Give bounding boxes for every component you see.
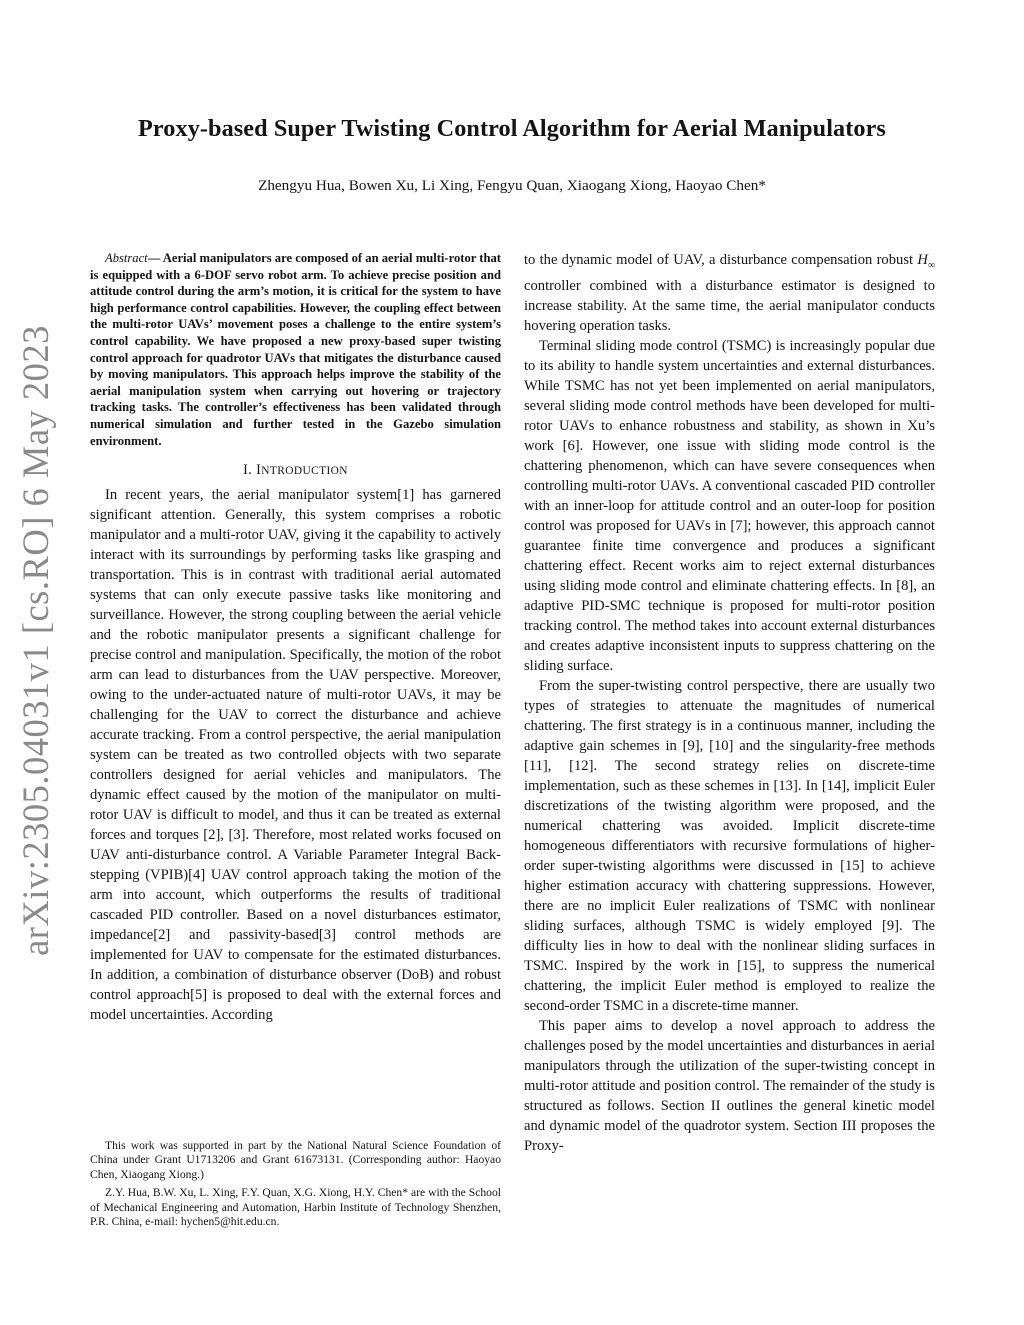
paragraph-paper-aim: This paper aims to develop a novel approach to address the challenges posed by the model uncertainties and disturbances in aerial manipulators through the utilization of the super-twisting concept in multi-rotor attitude and position control. The remainder of the study is structured as follows. Section II outlines the general kinetic model and dynamic model of the quadrotor system. Section III proposes the Proxy- (524, 1017, 935, 1154)
section-title-rest: NTRODUCTION (261, 465, 348, 478)
h-infinity-subscript: ∞ (927, 259, 935, 271)
footnotes (90, 1139, 501, 1233)
h-infinity-symbol (917, 252, 935, 271)
abstract-label: Abstract (105, 251, 148, 265)
section-title-initial: I (256, 462, 262, 479)
section-number: I. (243, 462, 257, 479)
footnote-affiliation: Z.Y. Hua, B.W. Xu, L. Xing, F.Y. Quan, X.G. Xiong, H.Y. Chen* are with the School of Mechanical Engineering and Automation, Harbin Institute of Technology Shenzhen, P.R. China, e-mail: hychen5@hit.edu.cn. (90, 1186, 501, 1229)
abstract-dash: — (147, 251, 163, 265)
abstract (90, 250, 501, 449)
left-column (90, 250, 501, 1025)
author-list: Zhengyu Hua, Bowen Xu, Li Xing, Fengyu Quan, Xiaogang Xiong, Haoyao Chen* (258, 177, 766, 194)
paragraph-tsmc: Terminal sliding mode control (TSMC) is increasingly popular due to its ability to handle system uncertainties and external disturbances. While TSMC has not yet been implemented on aerial manipulators, several sliding mode control methods have been developed for multi-rotor UAVs to enhance robustness and stability, as shown in Xu’s work [6]. However, one issue with sliding mode control is the chattering phenomenon, which can have severe consequences when controlling multi-rotor UAVs. A conventional cascaded PID controller with an inner-loop for attitude control and an outer-loop for position control was proposed for UAVs in [7]; however, this approach cannot guarantee finite time convergence and produces a significant chattering effect. Recent works aim to reject external disturbances using sliding mode control and eliminate chattering effects. In [8], an adaptive PID-SMC technique is proposed for multi-rotor position tracking control. The method takes into account external disturbances and creates adaptive inconsistent inputs to suppress chattering on the sliding surface. (524, 337, 935, 674)
arxiv-id-text: arXiv:2305.04031v1 [cs.RO] 6 May 2023 (14, 325, 56, 956)
paragraph-super-twisting: From the super-twisting control perspective, there are usually two types of strategies to attenuate the magnitudes of numerical chattering. The first strategy is in a continuous manner, including the adaptive gain schemes in [9], [10] and the singularity-free methods [11], [12]. The second strategy relies on discrete-time implementation, such as these schemes in [13]. In [14], implicit Euler discretizations of the twisting algorithm were proposed, and the numerical chattering was avoided. Implicit discrete-time homogeneous differentiators with recursive formulations of higher-order super-twisting algorithms were discussed in [15] to achieve higher estimation accuracy with chattering suppressions. However, there are no implicit Euler realizations of TSMC with nonlinear sliding surfaces, although TSMC is widely employed [9]. The difficulty lies in how to deal with the nonlinear sliding surfaces in TSMC. Inspired by the work in [15], to suppress the numerical chattering, the implicit Euler method is employed to realize the second-order TSMC in a discrete-time manner. (524, 677, 935, 1014)
intro-paragraph: In recent years, the aerial manipulator system[1] has garnered significant attention. Generally, this system comprises a robotic manipulator and a multi-rotor UAV, giving it the capability to actively interact with its surroundings by performing tasks like grasping and transportation. This is in contrast with traditional aerial automated systems that can only execute passive tasks like monitoring and surveillance. However, the strong coupling between the aerial vehicle and the robotic manipulator presents a significant challenge for precise control and manipulation. Specifically, the motion of the robot arm can lead to disturbances from the UAV perspective. Moreover, owing to the under-actuated nature of multi-rotor UAVs, it may be challenging for the UAV to correct the disturbance and achieve accurate tracking. From a control perspective, the aerial manipulation system can be treated as two controlled objects with two separate controllers designed for aerial vehicles and manipulators. The dynamic effect caused by the motion of the manipulator on multi-rotor UAV is difficult to model, and thus it can be treated as external forces and torques [2], [3]. Therefore, most related works focused on UAV anti-disturbance control. A Variable Parameter Integral Back-stepping (VPIB)[4] UAV control approach taking the motion of the arm into account, which outperforms the results of traditional cascaded PID controller. Based on a novel disturbances estimator, impedance[2] and passivity-based[3] control methods are implemented for UAV to compensate for the estimated disturbances. In addition, a combination of disturbance observer (DoB) and robust control approach[5] is proposed to deal with the external forces and model uncertainties. According (90, 487, 501, 1024)
h-infinity-base: H (917, 252, 928, 268)
arxiv-side-identifier (6, 325, 64, 956)
right-column (524, 250, 935, 1156)
footnote-funding: This work was supported in part by the National Natural Science Foundation of China under Grant U1713206 and Grant 61673131. (Corresponding author: Haoyao Chen, Xiaogang Xiong.) (90, 1139, 501, 1181)
paper-title: Proxy-based Super Twisting Control Algorithm for Aerial Manipulators (138, 115, 886, 142)
paragraph-text-part: controller combined with a disturbance estimator is designed to increase stability. At the same time, the aerial manipulator conducts hovering operation tasks. (524, 277, 935, 334)
paragraph-dynamic-model (524, 250, 935, 336)
paragraph-text-part: to the dynamic model of UAV, a disturbance compensation robust (524, 252, 918, 268)
abstract-text: Aerial manipulators are composed of an aerial multi-rotor that is equipped with a 6-DOF servo robot arm. To achieve precise position and attitude control during the arm’s motion, it is critical for the system to have high performance control capabilities. However, the coupling effect between the multi-rotor UAVs’ movement poses a challenge to the entire system’s control capability. We have proposed a new proxy-based super twisting control approach for quadrotor UAVs that mitigates the disturbance caused by moving manipulators. This approach helps improve the stability of the aerial manipulation system when carrying out hovering or trajectory tracking tasks. The controller’s effectiveness has been validated through numerical simulation and further tested in the Gazebo simulation environment. (90, 251, 501, 448)
section-heading-introduction (90, 460, 501, 481)
